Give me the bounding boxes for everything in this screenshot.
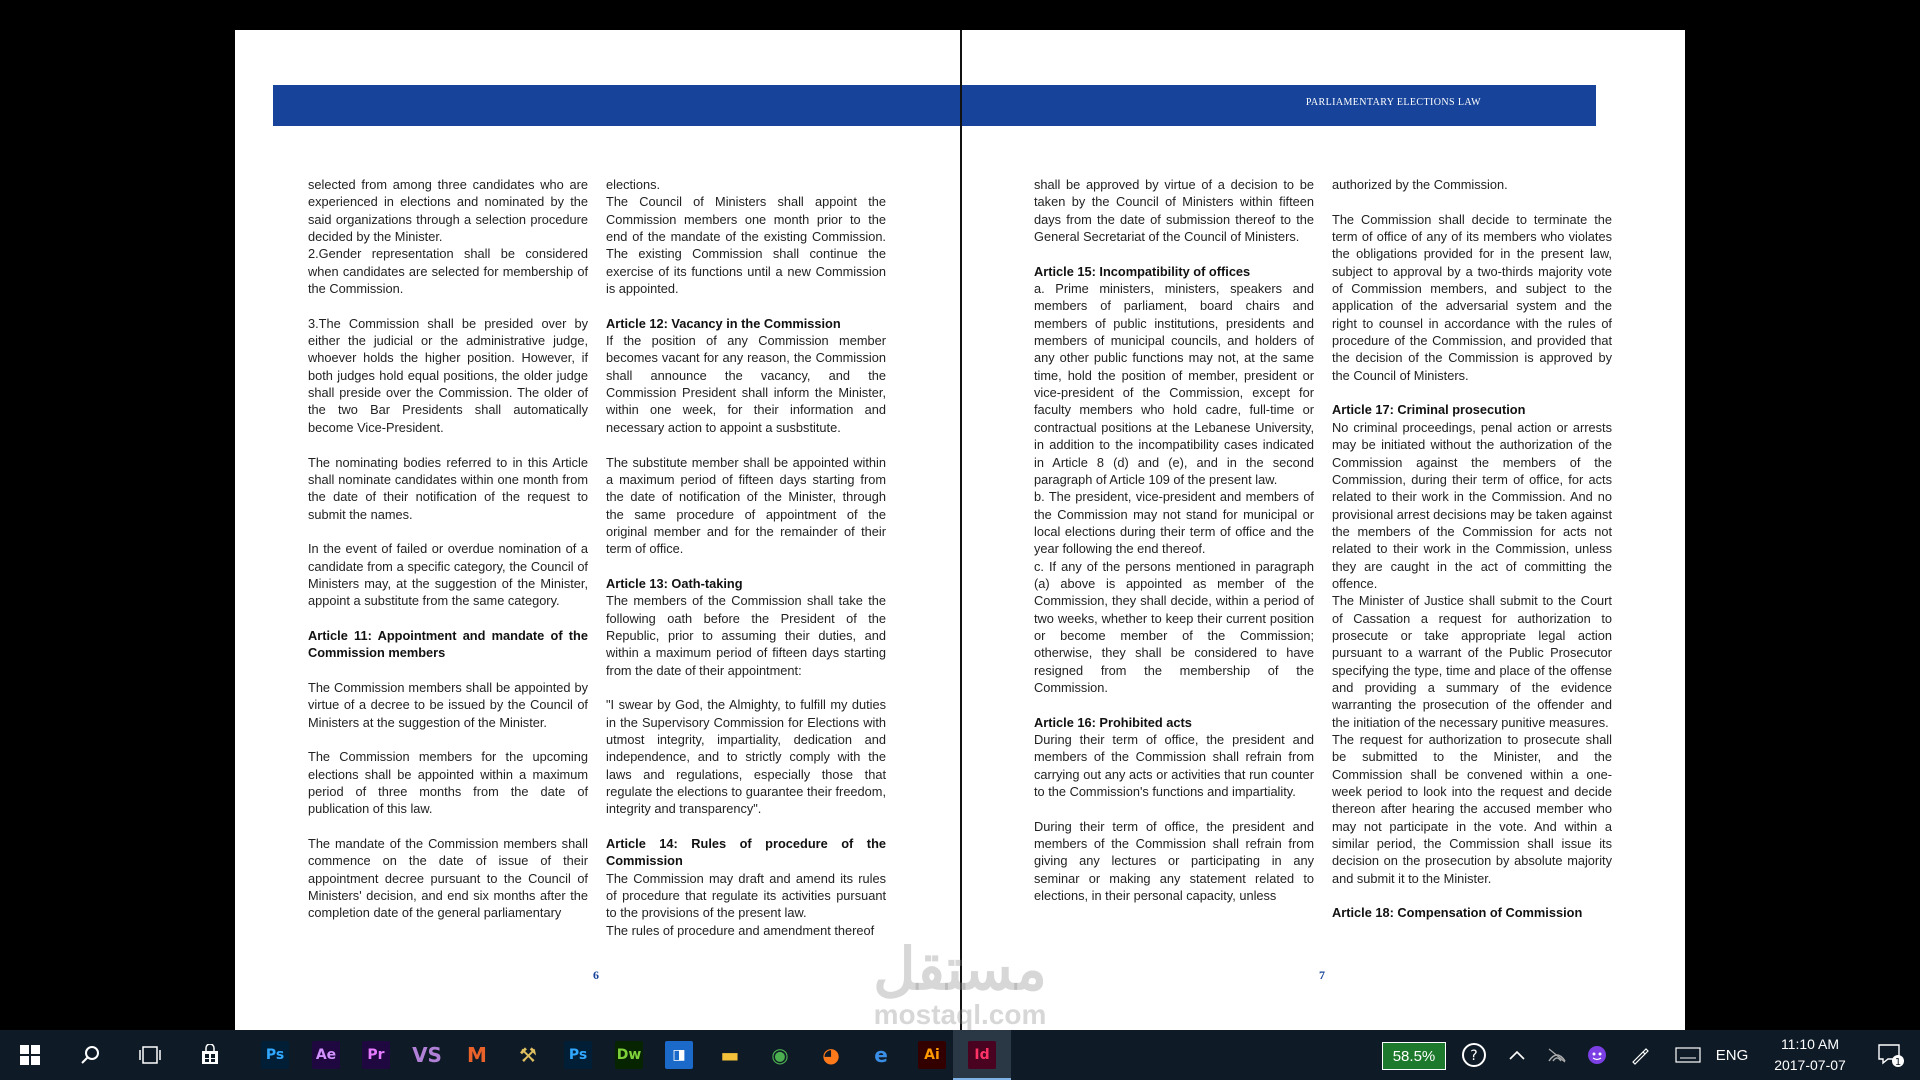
search-button[interactable] [66,1030,114,1080]
article-heading: Article 15: Incompatibility of offices [1034,263,1251,279]
paragraph: a. Prime ministers, ministers, speakers and members of parliament, board chairs and members of public institutions, presidents and members of municipal councils, and holders of any other public functions may not, at the same time, hold the position of member, president or vice-president of the Commission, except for faculty members who hold cadre, full-time or contractual positions at the Lebanese University, in addition to the incompatibility cases indicated in Article 8 (d) and (e), and in the second paragraph of Article 109 of the present law. [1034,281,1314,487]
paragraph: authorized by the Commission. [1332,177,1508,192]
paragraph: 2.Gender representation shall be considered when candidates are selected for membership of the Commission. [308,246,588,297]
paragraph-gap [606,297,886,314]
windows-icon [20,1045,40,1065]
paragraph: If the position of any Commission member becomes vacant for any reason, the Commission shall announce the vacancy, and the Commission President shall inform the Minister, within one week, for their information and necessary action to appoint a susbstitute. [606,333,886,435]
paragraph-gap [1034,245,1314,262]
paragraph: During their term of office, the president and members of the Commission shall refrain from giving any lectures or participating in any seminar or making any statement related to elections, in their personal capacity, unless [1034,818,1314,904]
paragraph: The Minister of Justice shall submit to the Court of Cassation a request for authorization to prosecute or take appropriate legal action pursuant to a warrant of the Public Prosecutor specifying the type, time and place of the offense and providing a summary of the evidence warranting the prosecution of the offender and the initiation of the necessary punitive measures. [1332,593,1612,730]
language-indicator[interactable]: ENG [1715,1046,1749,1064]
clock[interactable] [1755,1034,1865,1076]
action-center-button[interactable] [1866,1030,1916,1080]
article-heading: Article 12: Vacancy in the Commission [606,315,841,331]
paragraph: The Commission members for the upcoming elections shall be appointed within a maximum period of three months from the date of publication of this law. [308,749,588,817]
watermark-logo [845,937,1075,1030]
text-column-4 [1332,176,1612,922]
paragraph: "I swear by God, the Almighty, to fulfill my duties in the Supervisory Commission for Elections with utmost integrity, impartiality, dedication and independence, and to strictly comply with the laws and regulations, especially those that regulate the elections to guarantee their freedom, integrity and transparency". [606,697,886,817]
taskbar [0,1030,1920,1080]
text-column-1 [308,176,588,922]
start-button[interactable] [6,1030,54,1080]
paragraph: The Commission may draft and amend its rules of procedure that regulate its activities pursuant to the provisions of the present law. [606,870,886,921]
store-button[interactable] [186,1030,234,1080]
paragraph-gap [308,731,588,748]
paragraph: In the event of failed or overdue nomination of a candidate from a specific category, the Council of Ministers may, at the suggestion of the Minister, appoint a substitute from the same category. [308,541,588,609]
pen-icon[interactable] [1622,1030,1658,1080]
store-icon [199,1044,221,1066]
paragraph-gap [308,818,588,835]
taskbar-app-photoshop[interactable] [246,1030,304,1080]
paragraph: The Council of Ministers shall appoint the Commission members one month prior to the end of the mandate of the existing Commission. The existing Commission shall continue the exercise of its functions until a new Commission is appointed. [606,194,886,297]
text-column-2 [606,176,886,939]
page-number-left: 6 [593,968,599,982]
help-icon[interactable] [1456,1030,1492,1080]
paragraph-gap [1034,696,1314,713]
paragraph: b. The president, vice-president and members of the Commission may not stand for municipal or local elections during their term of office and the year following the end thereof. [1034,489,1314,557]
paragraph-gap [1332,384,1612,401]
paragraph: No criminal proceedings, penal action or arrests may be initiated without the authorization of the Commission against the members of the Commission, during their term of office, for acts related to their work in the Commission. And no provisional arrest decisions may be taken against the members of the Commission for acts not related to their work in the Commission, unless they are caught in the act of committing the offence. [1332,419,1612,591]
paragraph: selected from among three candidates who are experienced in elections and nominated by the said organizations through a selection procedure decided by the Minister. [308,177,588,245]
photoshop-2-icon: Ps [564,1041,592,1069]
text-column-3 [1034,176,1314,904]
task-view-button[interactable] [126,1030,174,1080]
paragraph: The members of the Commission shall take the following oath before the President of the Republic, prior to assuming their duties, and within a maximum period of fifteen days starting from the date of their appointment: [606,593,886,678]
header-band-right [962,85,1596,126]
paragraph-gap [1332,887,1612,904]
paragraph: The substitute member shall be appointed within a maximum period of fifteen days starting from the date of notification of the Minister, through the same procedure of appointment of the original member and for the remainder of their term of office. [606,454,886,557]
paragraph: c. If any of the persons mentioned in paragraph (a) above is appointed as member of the Commission, they shall decide, within a period of two weeks, whether to keep their current position or become member of the Commission; otherwise, they shall be considered to have resigned from the membership of the Commission. [1034,558,1314,695]
paragraph-gap [606,436,886,453]
file-explorer-icon: ▬ [716,1041,744,1069]
document-spread [235,30,1685,1030]
chevron-up-icon[interactable] [1502,1030,1532,1080]
paragraph-gap [308,662,588,679]
notification-icon [1876,1042,1906,1068]
page-fold [960,30,962,1030]
taskbar-app-photoshop-2[interactable] [549,1030,607,1080]
photoshop-icon: Ps [261,1041,289,1069]
paragraph-gap [606,558,886,575]
taskbar-app-edge[interactable] [852,1030,910,1080]
page-number-right: 7 [1319,968,1325,982]
visual-studio-icon: VS [412,1043,442,1067]
taskbar-app-matlab[interactable] [448,1030,506,1080]
paragraph-gap [1332,193,1612,210]
taskbar-app-app-window[interactable] [650,1030,708,1080]
paragraph-gap [308,610,588,627]
paragraph: The mandate of the Commission members shall commence on the date of issue of their appointment decree pursuant to the Council of Ministers' decision, and end six months after the completion date of the general parliamentary [308,836,588,921]
illustrator-icon: Ai [918,1041,946,1069]
paragraph: elections. [606,177,661,192]
after-effects-icon: Ae [312,1041,340,1069]
chrome-icon: ◉ [766,1041,794,1069]
paragraph: The rules of procedure and amendment thereof [606,922,875,938]
header-title: PARLIAMENTARY ELECTIONS LAW [1305,97,1481,108]
messenger-icon[interactable] [1580,1030,1614,1080]
paragraph-gap [1034,800,1314,817]
app-window-icon: ◨ [665,1041,693,1069]
watermark-arabic: مستقل [873,937,1047,1002]
edge-icon: e [867,1041,895,1069]
paragraph: The Commission shall decide to terminate the term of office of any of its members who violates the obligations provided for in the present law, subject to approval by a two-thirds majority vote of Commission members, and subject to the application of the adversarial system and the right to counsel in accordance with the rules of procedure of the Commission, and provided that the decision of the Commission is approved by the Council of Ministers. [1332,211,1612,383]
paragraph: The request for authorization to prosecute shall be submitted to the Minister, and the Commission shall be convened within a one-week period to look into the request and decide thereon after hearing the accused member who may not participate in the vote. And within a similar period, the Commission shall issue its decision on the prosecution by absolute majority and submit it to the Minister. [1332,732,1612,886]
clock-date: 2017-07-07 [1774,1057,1846,1073]
keyboard-icon[interactable] [1668,1030,1708,1080]
header-band-left [273,85,960,126]
paragraph: 3.The Commission shall be presided over by either the judicial or the administrative judge, whoever holds the higher position. However, if both judges hold equal positions, the older judge shall preside over the Commission. The older of the two Bar Presidents shall automatically become Vice-President. [308,315,588,435]
battery-indicator[interactable]: 58.5% [1382,1042,1446,1070]
article-heading: Article 16: Prohibited acts [1034,714,1192,730]
article-heading: Article 13: Oath-taking [606,575,743,591]
paragraph-gap [308,297,588,314]
svg-text:1: 1 [1894,1057,1902,1068]
paragraph: The Commission members shall be appointed by virtue of a decree to be issued by the Council of Ministers at the suggestion of the Minister. [308,679,588,730]
article-heading: Article 11: Appointment and mandate of the Commission members [308,627,588,661]
article-heading: Article 18: Compensation of Commission [1332,905,1583,921]
paragraph: shall be approved by virtue of a decision to be taken by the Council of Ministers within fifteen days from the date of submission thereof to the General Secretariat of the Council of Ministers. [1034,177,1314,245]
watermark-url: mostaql.com [873,999,1047,1030]
paragraph-gap [606,679,886,696]
wifi-icon[interactable] [1540,1030,1574,1080]
article-heading: Article 17: Criminal prosecution [1332,402,1526,418]
paragraph-gap [308,523,588,540]
svg-text:?: ? [1470,1048,1478,1064]
firefox-icon: ◕ [817,1041,845,1069]
paragraph: The nominating bodies referred to in this Article shall nominate candidates within one month from the date of their notification of the request to submit the names. [308,454,588,522]
indesign-icon: Id [968,1041,996,1069]
matlab-icon: M [463,1041,491,1069]
taskbar-app-indesign[interactable] [953,1030,1011,1080]
paragraph-gap [606,818,886,835]
clock-time: 11:10 AM [1780,1036,1840,1052]
paragraph-gap [308,436,588,453]
article-heading: Article 14: Rules of procedure of the Commission [606,836,886,869]
taskbar-app-premiere[interactable] [347,1030,405,1080]
dreamweaver-icon: Dw [615,1041,643,1069]
tools-icon: ⚒ [514,1041,542,1069]
task-view-icon [139,1046,161,1064]
search-icon [80,1045,100,1065]
taskbar-app-chrome[interactable] [751,1030,809,1080]
paragraph: During their term of office, the president and members of the Commission shall refrain from carrying out any acts or activities that run counter to the Commission's functions and impartiality. [1034,732,1314,800]
premiere-icon: Pr [362,1041,390,1069]
